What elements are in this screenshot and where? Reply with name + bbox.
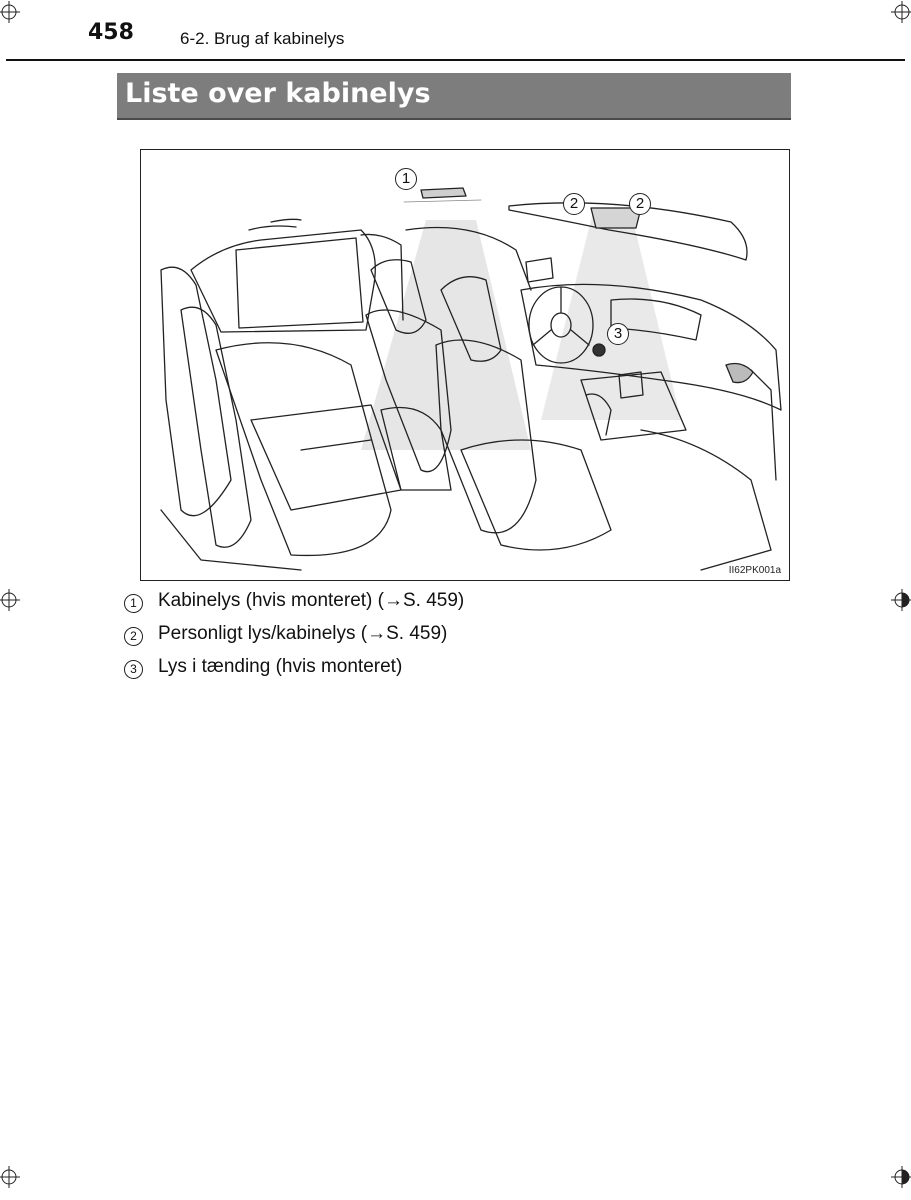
section-label: 6-2. Brug af kabinelys bbox=[180, 29, 345, 48]
registration-mark-icon bbox=[0, 1, 20, 23]
title-bar bbox=[117, 73, 791, 120]
header-rule bbox=[6, 59, 905, 61]
cabin-illustration bbox=[140, 149, 790, 581]
legend-number: 3 bbox=[124, 660, 143, 679]
page-title: Liste over kabinelys bbox=[125, 78, 431, 109]
callout-2b: 2 bbox=[629, 193, 651, 215]
page-number: 458 bbox=[88, 20, 134, 45]
callout-3: 3 bbox=[607, 323, 629, 345]
legend-number: 1 bbox=[124, 594, 143, 613]
registration-mark-icon bbox=[0, 589, 20, 611]
registration-mark-icon bbox=[891, 589, 911, 611]
figure-code: II62PK001a bbox=[728, 565, 781, 576]
registration-mark-icon bbox=[891, 1166, 911, 1188]
legend-number: 2 bbox=[124, 627, 143, 646]
registration-mark-icon bbox=[0, 1166, 20, 1188]
registration-mark-icon bbox=[891, 1, 911, 23]
callout-1: 1 bbox=[395, 168, 417, 190]
car-interior-drawing bbox=[141, 150, 790, 581]
legend-text: Lys i tænding (hvis monteret) bbox=[158, 656, 403, 677]
legend-text: Personligt lys/kabinelys (→S. 459) bbox=[158, 623, 448, 644]
callout-2a: 2 bbox=[563, 193, 585, 215]
legend-text: Kabinelys (hvis monteret) (→S. 459) bbox=[158, 590, 465, 611]
